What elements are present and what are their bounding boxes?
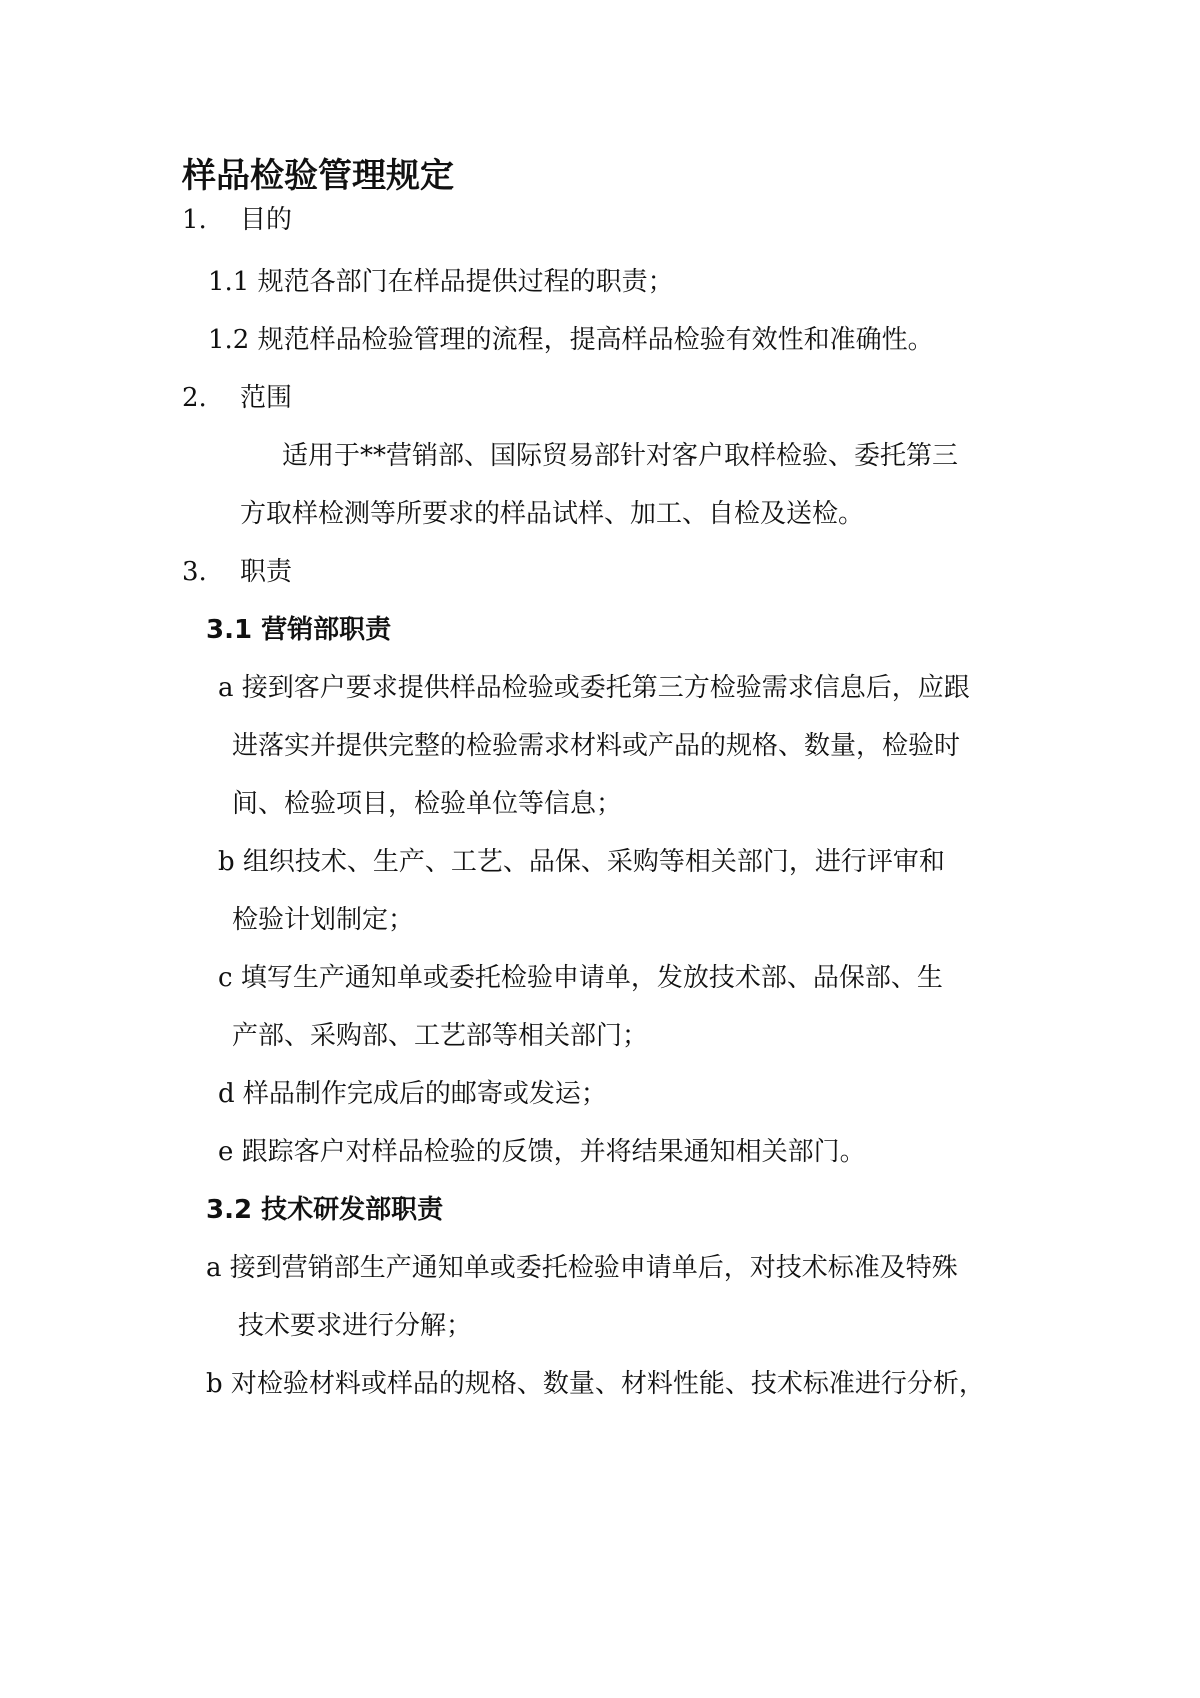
section-number: 3.	[182, 557, 207, 587]
subsection-3-1-heading: 3.1 营销部职责	[206, 615, 392, 645]
section-number: 2.	[182, 383, 207, 413]
document-title: 样品检验管理规定	[182, 156, 454, 196]
duty-3-1-d: d 样品制作完成后的邮寄或发运；	[218, 1079, 607, 1109]
duty-3-1-e: e 跟踪客户对样品检验的反馈，并将结果通知相关部门。	[218, 1137, 866, 1167]
duty-3-2-a-line-1: a 接到营销部生产通知单或委托检验申请单后，对技术标准及特殊	[206, 1253, 958, 1283]
duty-3-2-a-line-2: 技术要求进行分解；	[238, 1311, 473, 1341]
section-2-heading	[182, 380, 292, 416]
duty-3-1-c-line-2: 产部、采购部、工艺部等相关部门；	[232, 1021, 649, 1051]
section-title: 目的	[240, 205, 293, 235]
duty-3-1-a-line-3: 间、检验项目，检验单位等信息；	[232, 789, 623, 819]
clause-1-1: 1.1 规范各部门在样品提供过程的职责；	[208, 267, 674, 297]
section-1-heading	[182, 202, 292, 238]
subsection-3-2-heading: 3.2 技术研发部职责	[206, 1195, 444, 1225]
duty-3-2-b-line-1: b 对检验材料或样品的规格、数量、材料性能、技术标准进行分析，	[206, 1369, 985, 1399]
duty-3-1-b-line-1: b 组织技术、生产、工艺、品保、采购等相关部门，进行评审和	[218, 847, 945, 877]
duty-3-1-b-line-2: 检验计划制定；	[232, 905, 415, 935]
scope-line-1: 适用于**营销部、国际贸易部针对客户取样检验、委托第三	[282, 441, 959, 471]
scope-line-2: 方取样检测等所要求的样品试样、加工、自检及送检。	[240, 499, 865, 529]
duty-3-1-c-line-1: c 填写生产通知单或委托检验申请单，发放技术部、品保部、生	[218, 963, 943, 993]
section-3-heading	[182, 554, 292, 590]
section-title: 范围	[240, 383, 293, 413]
section-title: 职责	[240, 557, 293, 587]
section-number: 1.	[182, 205, 207, 235]
duty-3-1-a-line-2: 进落实并提供完整的检验需求材料或产品的规格、数量，检验时	[232, 731, 961, 761]
duty-3-1-a-line-1: a 接到客户要求提供样品检验或委托第三方检验需求信息后，应跟	[218, 673, 970, 703]
clause-1-2: 1.2 规范样品检验管理的流程，提高样品检验有效性和准确性。	[208, 325, 934, 355]
